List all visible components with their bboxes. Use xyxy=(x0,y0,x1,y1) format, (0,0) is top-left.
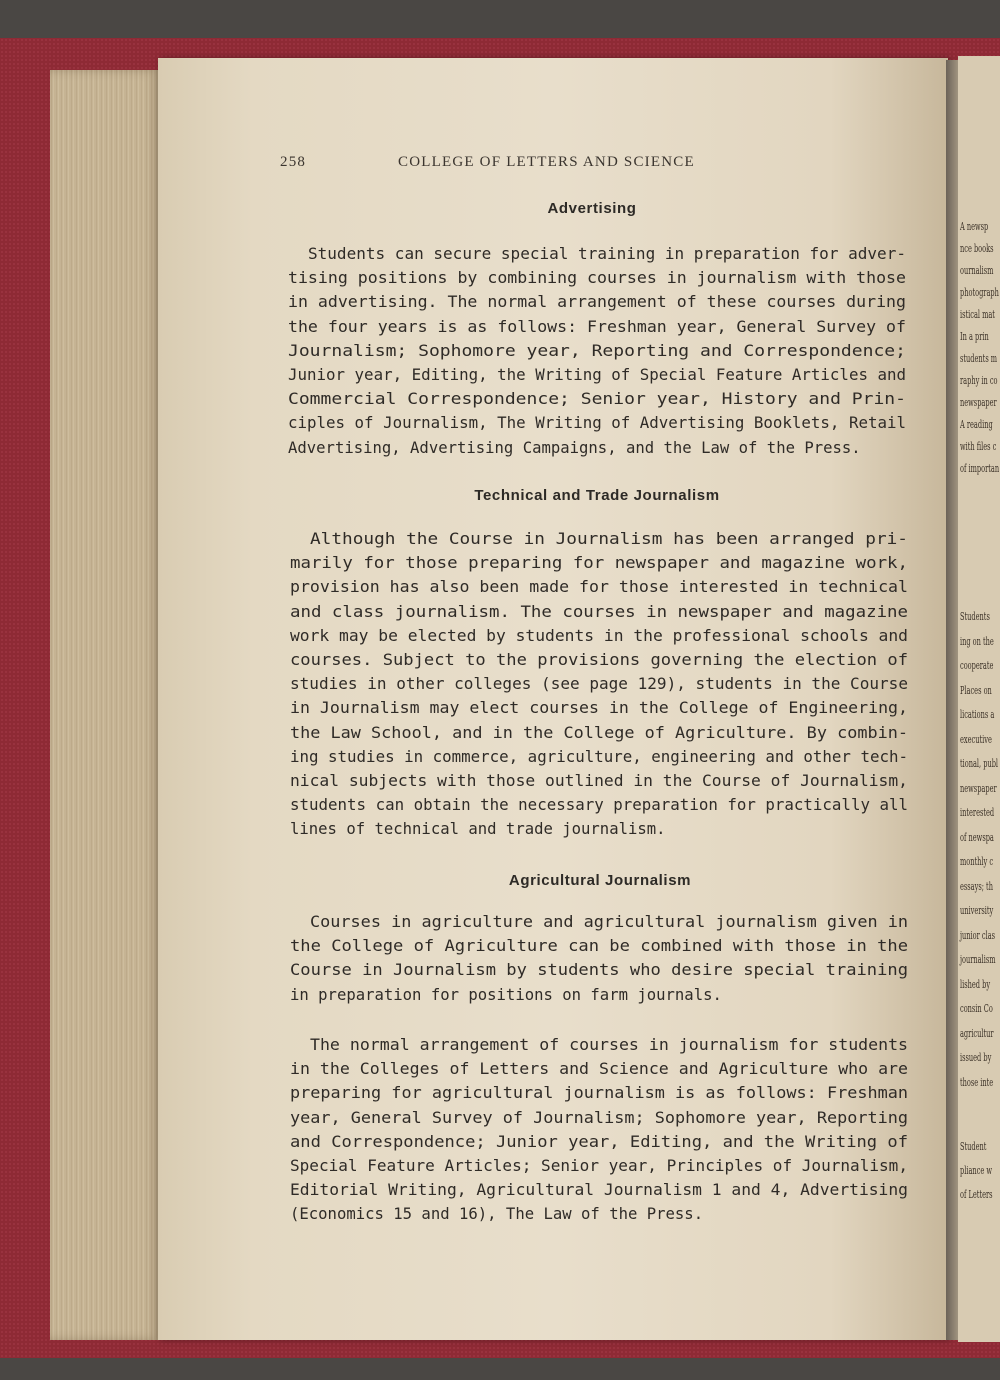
facing-page-fragment: istical mat xyxy=(960,308,995,321)
facing-page-fragment: lications a xyxy=(960,708,995,721)
text-line: Junior year, Editing, the Writing of Special Feature Articles and xyxy=(288,366,906,384)
facing-page-fragment: of newspa xyxy=(960,830,994,844)
text-line: ing studies in commerce, agriculture, engineering and other tech- xyxy=(290,747,908,766)
facing-page-fragment: cooperate xyxy=(960,659,994,672)
text-line: preparing for agricultural journalism is as follows: Freshman xyxy=(290,1084,908,1103)
page-edges xyxy=(50,70,160,1340)
facing-page-fragment: junior clas xyxy=(960,928,996,942)
text-line: and class journalism. The courses in newspaper and magazine xyxy=(290,602,908,621)
facing-page-fragment: interested xyxy=(960,806,995,819)
facing-page-fragment: photograph xyxy=(960,286,999,299)
text-line: nical subjects with those outlined in the Course of Journalism, xyxy=(290,772,908,790)
text-line: Editorial Writing, Agricultural Journalism 1 and 4, Advertising xyxy=(290,1181,908,1200)
facing-page-fragment: pliance w xyxy=(960,1164,992,1177)
text-line: studies in other colleges (see page 129), students in the Course xyxy=(290,675,909,694)
facing-page-fragment: of Letters xyxy=(960,1188,993,1201)
section-heading: Technical and Trade Journalism xyxy=(474,487,720,504)
text-line: the four years is as follows: Freshman year, General Survey of xyxy=(288,317,906,336)
text-line: (Economics 15 and 16), The Law of the Press. xyxy=(290,1205,704,1224)
text-line: Commercial Correspondence; Senior year, History and Prin- xyxy=(288,390,906,409)
text-line: provision has also been made for those interested in technical xyxy=(290,578,908,597)
facing-page xyxy=(958,56,1000,1342)
text-line: Although the Course in Journalism has been arranged pri- xyxy=(310,530,908,548)
facing-page-fragment: with files c xyxy=(960,440,997,453)
facing-page-fragment: lished by xyxy=(960,977,991,991)
facing-page-fragment: monthly c xyxy=(960,855,994,868)
text-line: Course in Journalism by students who desire special training xyxy=(290,961,908,980)
facing-page-fragment: nce books xyxy=(960,242,994,255)
facing-page-fragment: In a prin xyxy=(960,330,989,343)
text-line: Special Feature Articles; Senior year, Principles of Journalism, xyxy=(290,1157,909,1175)
text-line: lines of technical and trade journalism. xyxy=(290,820,666,839)
facing-page-fragment: those inte xyxy=(960,1075,994,1089)
text-line: ciples of Journalism, The Writing of Advertising Booklets, Retail xyxy=(288,414,906,433)
text-line: year, General Survey of Journalism; Sophomore year, Reporting xyxy=(290,1108,908,1127)
text-line: in the Colleges of Letters and Science and Agriculture who are xyxy=(290,1060,908,1079)
running-title: COLLEGE OF LETTERS AND SCIENCE xyxy=(398,154,695,170)
text-line: courses. Subject to the provisions governing the election of xyxy=(290,651,908,669)
section-heading: Agricultural Journalism xyxy=(508,872,692,889)
facing-page-fragment: ing on the xyxy=(960,634,994,648)
text-line: and Correspondence; Junior year, Editing, and the Writing of xyxy=(290,1132,908,1151)
facing-page-fragment: Places on xyxy=(960,683,992,697)
running-header xyxy=(280,154,800,176)
facing-page-fragment: consin Co xyxy=(960,1002,993,1015)
text-line: Advertising, Advertising Campaigns, and the Law of the Press. xyxy=(288,438,861,457)
facing-page-fragment: students m xyxy=(960,352,998,365)
facing-page-fragment: executive xyxy=(960,732,992,746)
text-line: in preparation for positions on farm journals. xyxy=(290,985,722,1004)
text-line: The normal arrangement of courses in journalism for students xyxy=(310,1036,908,1054)
section-heading: Advertising xyxy=(547,200,637,217)
facing-page-fragment: agricultur xyxy=(960,1026,994,1040)
text-line: tising positions by combining courses in journalism with those xyxy=(288,269,906,288)
text-line: in Journalism may elect courses in the College of Engineering, xyxy=(290,699,908,718)
text-line: work may be elected by students in the professional schools and xyxy=(290,626,908,645)
facing-page-fragment: journalism xyxy=(960,953,996,966)
facing-page-fragment: essays; th xyxy=(960,879,993,893)
text-line: Courses in agriculture and agricultural journalism given in xyxy=(310,913,908,931)
facing-page-fragment: Students xyxy=(960,610,990,623)
facing-page-fragment: tional, publ xyxy=(960,757,999,770)
text-line: in advertising. The normal arrangement of these courses during xyxy=(288,293,906,312)
facing-page-fragment: ournalism xyxy=(960,264,994,277)
facing-page-fragment: A reading xyxy=(960,418,993,431)
facing-page-fragment: newspaper xyxy=(960,781,997,795)
facing-page-fragment: newspaper xyxy=(960,396,997,409)
text-line: the Law School, and in the College of Agriculture. By combin- xyxy=(290,723,908,742)
facing-page-fragment: of importan xyxy=(960,462,1000,475)
text-line: Journalism; Sophomore year, Reporting and Correspondence; xyxy=(288,341,906,360)
text-line: Students can secure special training in preparation for adver- xyxy=(308,245,906,263)
facing-page-fragment: A newsp xyxy=(960,220,989,233)
facing-page-fragment: raphy in co xyxy=(960,374,998,387)
facing-page-fragment: Student xyxy=(960,1140,987,1153)
text-line: marily for those preparing for newspaper and magazine work, xyxy=(290,554,908,573)
page-number: 258 xyxy=(280,154,307,170)
text-line: the College of Agriculture can be combined with those in the xyxy=(290,937,908,956)
text-line: students can obtain the necessary preparation for practically all xyxy=(290,796,908,815)
facing-page-fragment: issued by xyxy=(960,1051,992,1064)
facing-page-fragment: university xyxy=(960,904,994,917)
